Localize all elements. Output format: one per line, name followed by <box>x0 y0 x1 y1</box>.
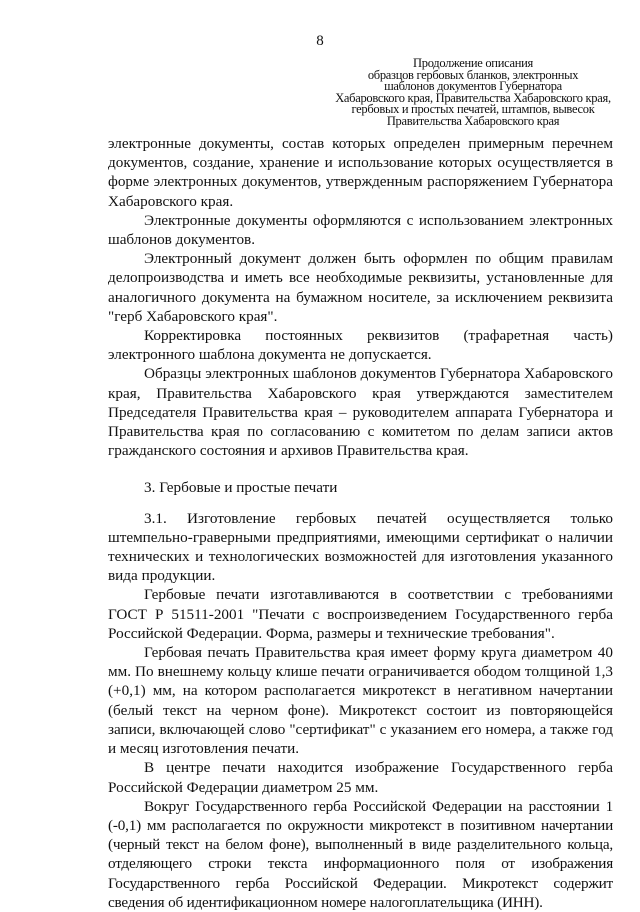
paragraph: 3.1. Изготовление гербовых печатей осуществляется только штемпельно-граверными предприятиями, имеющими сертификат о наличии технических и технологических возможностей для изготовления указанного вида продукции. <box>108 509 613 585</box>
continuation-line: Продолжение описания <box>413 56 533 70</box>
continuation-line: гербовых и простых печатей, штампов, вывесок <box>351 102 595 116</box>
paragraph: Образцы электронных шаблонов документов Губернатора Хабаровского края, Правительства Хабаровского края утверждаются заместителем Председателя Правительства края – руководителем аппарата Губернатора и Правительства края по согласованию с комитетом по делам записи актов гражданского состояния и архивов Правительства края. <box>108 365 613 460</box>
paragraph: Гербовые печати изготавливаются в соответствии с требованиями ГОСТ Р 51511-2001 "Печати с воспроизведением Государственного герба Российской Федерации. Форма, размеры и технические требования". <box>108 586 613 642</box>
paragraph: электронные документы, состав которых определен примерным перечнем документов, создание, хранение и использование которых осуществляется в форме электронных документов, утвержденным распоряжением Губернатора Хабаровского края. <box>108 135 613 210</box>
section-heading: 3. Гербовые и простые печати <box>144 479 338 497</box>
paragraph: Электронный документ должен быть оформлен по общим правилам делопроизводства и иметь все необходимые реквизиты, установленные для аналогичного документа на бумажном носителе, за исключением реквизита "герб Хабаровского края". <box>108 250 613 325</box>
paragraph: Корректировка постоянных реквизитов (трафаретная часть) электронного шаблона документа не допускается. <box>108 327 613 364</box>
page-number: 8 <box>316 33 324 49</box>
paragraph: В центре печати находится изображение Государственного герба Российской Федерации диаметром 25 мм. <box>108 759 613 796</box>
continuation-line: образцов гербовых бланков, электронных <box>367 67 579 82</box>
continuation-header <box>330 58 616 127</box>
continuation-line: Хабаровского края, Правительства Хабаровского края, <box>335 90 611 105</box>
continuation-line: Правительства Хабаровского края <box>386 113 560 128</box>
paragraph: Электронные документы оформляются с использованием электронных шаблонов документов. <box>108 211 613 249</box>
continuation-line: шаблонов документов Губернатора <box>384 79 562 93</box>
paragraph: Вокруг Государственного герба Российской Федерации на расстоянии 1 (-0,1) мм располагается по окружности микротекст в позитивном начертании (черный текст на белом фоне), выполненный в виде разделительного кольца, отделяющего строки текста информационного поля от изображения Государственного герба Российской Федерации. Микротекст содержит сведения об идентификационном номере налогоплательщика (ИНН). <box>108 797 613 911</box>
body-text <box>108 134 613 912</box>
paragraph: Гербовая печать Правительства края имеет форму круга диаметром 40 мм. По внешнему кольцу клише печати ограничивается ободом толщиной 1,3 (+0,1) мм, на котором располагается микротекст в негативном начертании (белый текст на черном фоне). Микротекст состоит из повторяющейся записи, включающей слово "сертификат" с указанием его номера, а также год и месяц изготовления печати. <box>108 644 613 758</box>
